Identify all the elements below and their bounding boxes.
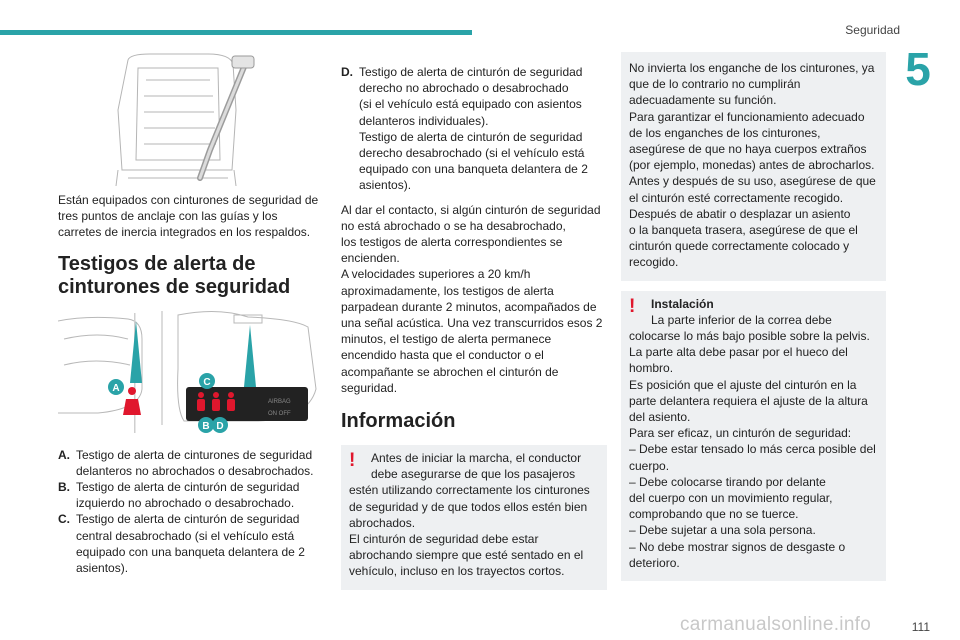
warning-title: Instalación [651,296,714,311]
list-item [341,64,607,194]
intro-text: Están equipados con cinturones de seguridad de tres puntos de anclaje con las guías y los carretes de inercia integrados en los respaldos. [58,193,319,240]
header-accent-bar [0,30,472,35]
on-off-label: ON OFF [268,410,291,417]
section-title: Seguridad [845,23,900,37]
heading-informacion: Información [341,410,456,433]
item-label: A. [58,447,70,462]
column-1 [58,50,320,576]
belt-warning-text: Al dar el contacto, si algún cinturón de seguridad no está abrochado o se ha desabrochado, los testigos de alerta correspondientes se encienden. A velocidades superiores a 20 km/h aproximadamente, los testigos de alerta parpadean durante 2 minutos, acompañados de una señal acústica. Una vez transcurridos esos 2 minutos, el testigo de alerta permanece encendido hasta que el conductor o el acompañante se abrochen el cinturón de seguridad. [341,202,603,395]
warning-text: estén utilizando correctamente los cinturones de seguridad y de que todos ellos estén bien abrochados. El cinturón de seguridad debe estar abrochando siempre que esté sentado en el vehículo, incluso en los trayectos cortos. [349,483,590,579]
legend-list-abc [58,447,320,577]
list-item [58,447,320,479]
item-text: Testigo de alerta de cinturón de seguridad izquierdo no abrochado o desabrochado. [76,480,300,511]
watermark: carmanualsonline.info [680,614,872,635]
item-text: Testigo de alerta de cinturón de seguridad derecho no abrochado o desabrochado (si el vehículo está equipado con asientos delanteros individuales). Testigo de alerta de cinturón de seguridad derecho desabrochado (si el vehículo está equipado con una banqueta delantera de 2 asientos). [359,65,588,193]
warning-first-line: La parte inferior de la correa debe [651,312,832,327]
item-label: C. [58,512,70,527]
airbag-label: AIRBAG [268,398,291,405]
item-label: D. [341,65,353,79]
marker-c: C [203,376,211,388]
warning-box-installation [621,291,886,581]
page-number: 111 [911,620,930,634]
info-box-buckles [621,52,886,281]
list-item [58,511,320,576]
dashboard-warning-lamps-illustration [58,309,320,439]
column-2 [341,64,607,590]
column-3 [621,52,886,581]
list-item [58,479,320,511]
item-text: Testigo de alerta de cinturón de seguridad central desabrochado (si el vehículo está equipado con una banqueta delantera de 2 asientos). [76,512,305,576]
item-text: Testigo de alerta de cinturones de seguridad delanteros no abrochados o desabrochados. [76,447,314,478]
warning-first-line: Antes de iniciar la marcha, el conductor debe asegurarse de que los pasajeros [371,451,582,482]
marker-a: A [112,382,120,394]
warning-box-before-driving [341,445,607,590]
info-text: No invierta los enganche de los cinturones, ya que de lo contrario no cumplirán adecuadamente su función. Para garantizar el funcionamiento adecuado de los enganches de los cinturones, asegúrese de que no haya cuerpos extraños (por ejemplo, monedas) antes de abrocharlos. Antes y después de su uso, asegúrese de que el cinturón esté correctamente recogido. Después de abatir o desplazar un asiento o la banqueta trasera, asegúrese de que el cinturón quede correctamente colocado y recogido. [629,61,876,270]
seat-belt-illustration [58,50,320,188]
heading-belt-warnings: Testigos de alerta de cinturones de seguridad [58,252,291,298]
chapter-number: 5 [905,43,931,95]
warning-text: colocarse lo más bajo posible sobre la pelvis. La parte alta debe pasar por el hueco del hombro. Es posición que el ajuste del cinturón en la parte delantera requiera el ajuste de la altura del asiento. Para ser eficaz, un cinturón de seguridad: – Debe estar tensado lo más cerca posible del cuerpo. – Debe colocarse tirando por delante del cuerpo con un movimiento regular, comprobando que no se tuerce. – Debe sujetar a una sola persona. – No debe mostrar signos de desgaste o deterioro. [629,329,876,570]
warning-exclamation-icon: ! [349,450,356,472]
marker-d: D [216,420,224,432]
item-label: B. [58,480,70,495]
marker-b: B [202,420,210,432]
warning-exclamation-icon: ! [629,295,636,317]
